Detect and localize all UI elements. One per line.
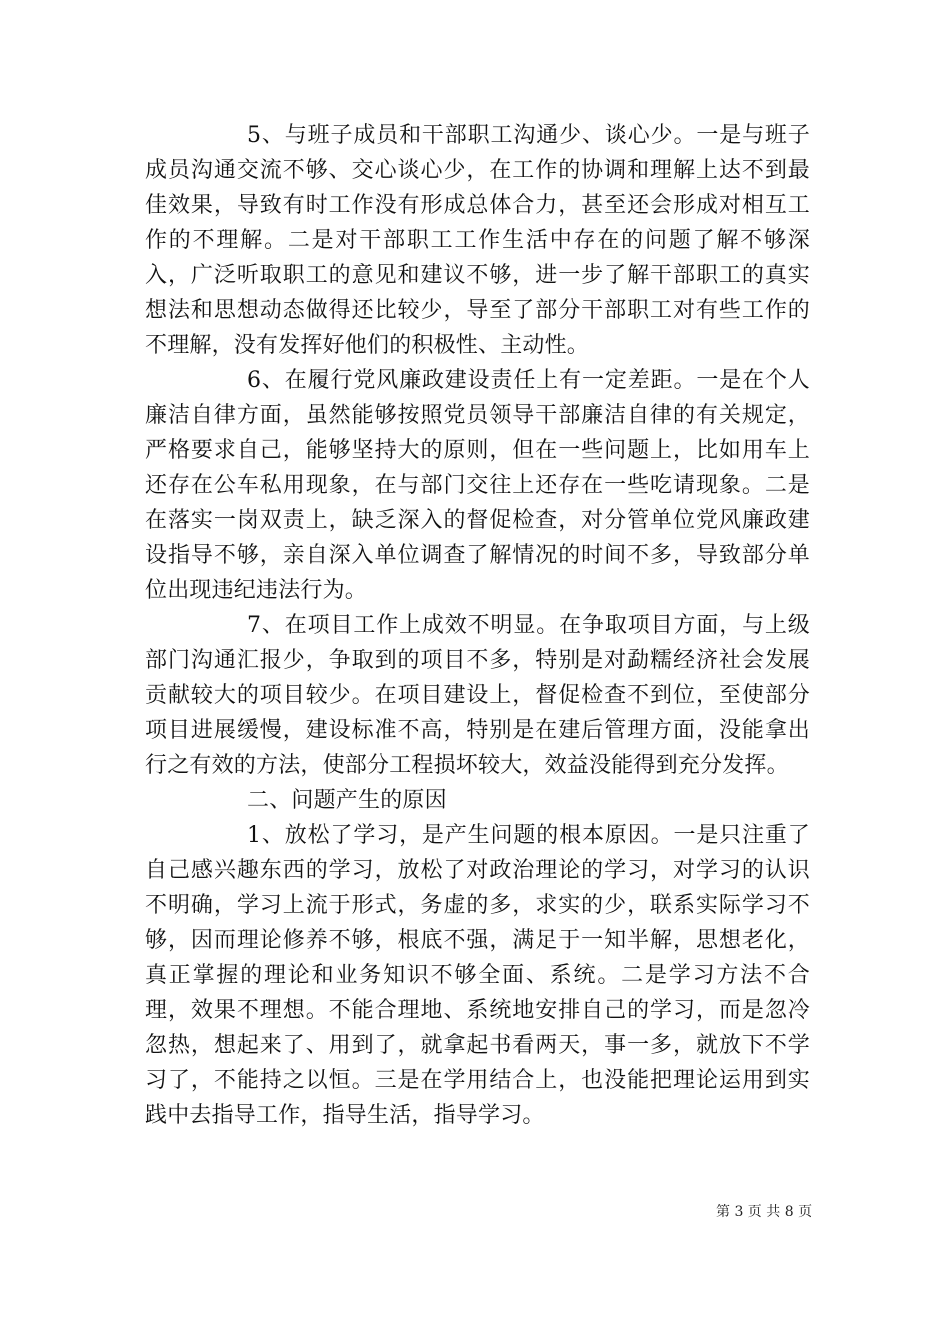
- section-heading-causes: 二、问题产生的原因: [247, 788, 447, 813]
- page-number-footer: 第 3 页 共 8 页: [716, 1204, 813, 1220]
- paragraph-item-7: 7、在项目工作上成效不明显。在争取项目方面，与上级部门沟通汇报少，争取到的项目不多，特别是对勐糯经济社会发展贡献较大的项目较少。在项目建设上，督促检查不到位，至使部分项目进展缓慢，建设标准不高，特别是在建后管理方面，没能拿出行之有效的方法，使部分工程损坏较大，效益没能得到充分发挥。: [145, 613, 810, 778]
- document-body: [145, 118, 810, 1133]
- paragraph-item-5: 5、与班子成员和干部职工沟通少、谈心少。一是与班子成员沟通交流不够、交心谈心少，在工作的协调和理解上达不到最佳效果，导致有时工作没有形成总体合力，甚至还会形成对相互工作的不理解。二是对干部职工工作生活中存在的问题了解不够深入，广泛听取职工的意见和建议不够，进一步了解干部职工的真实想法和思想动态做得还比较少，导至了部分干部职工对有些工作的不理解，没有发挥好他们的积极性、主动性。: [145, 123, 810, 358]
- paragraph-item-6: 6、在履行党风廉政建设责任上有一定差距。一是在个人廉洁自律方面，虽然能够按照党员领导干部廉洁自律的有关规定，严格要求自己，能够坚持大的原则，但在一些问题上，比如用车上还存在公车私用现象，在与部门交往上还存在一些吃请现象。二是在落实一岗双责上，缺乏深入的督促检查，对分管单位党风廉政建设指导不够，亲自深入单位调查了解情况的时间不多，导致部分单位出现违纪违法行为。: [145, 368, 810, 603]
- paragraph-cause-1: 1、放松了学习，是产生问题的根本原因。一是只注重了自己感兴趣东西的学习，放松了对政治理论的学习，对学习的认识不明确，学习上流于形式，务虚的多，求实的少，联系实际学习不够，因而理论修养不够，根底不强，满足于一知半解，思想老化，真正掌握的理论和业务知识不够全面、系统。二是学习方法不合理，效果不理想。不能合理地、系统地安排自己的学习，而是忽冷忽热，想起来了、用到了，就拿起书看两天，事一多，就放下不学习了，不能持之以恒。三是在学用结合上，也没能把理论运用到实践中去指导工作，指导生活，指导学习。: [145, 823, 810, 1128]
